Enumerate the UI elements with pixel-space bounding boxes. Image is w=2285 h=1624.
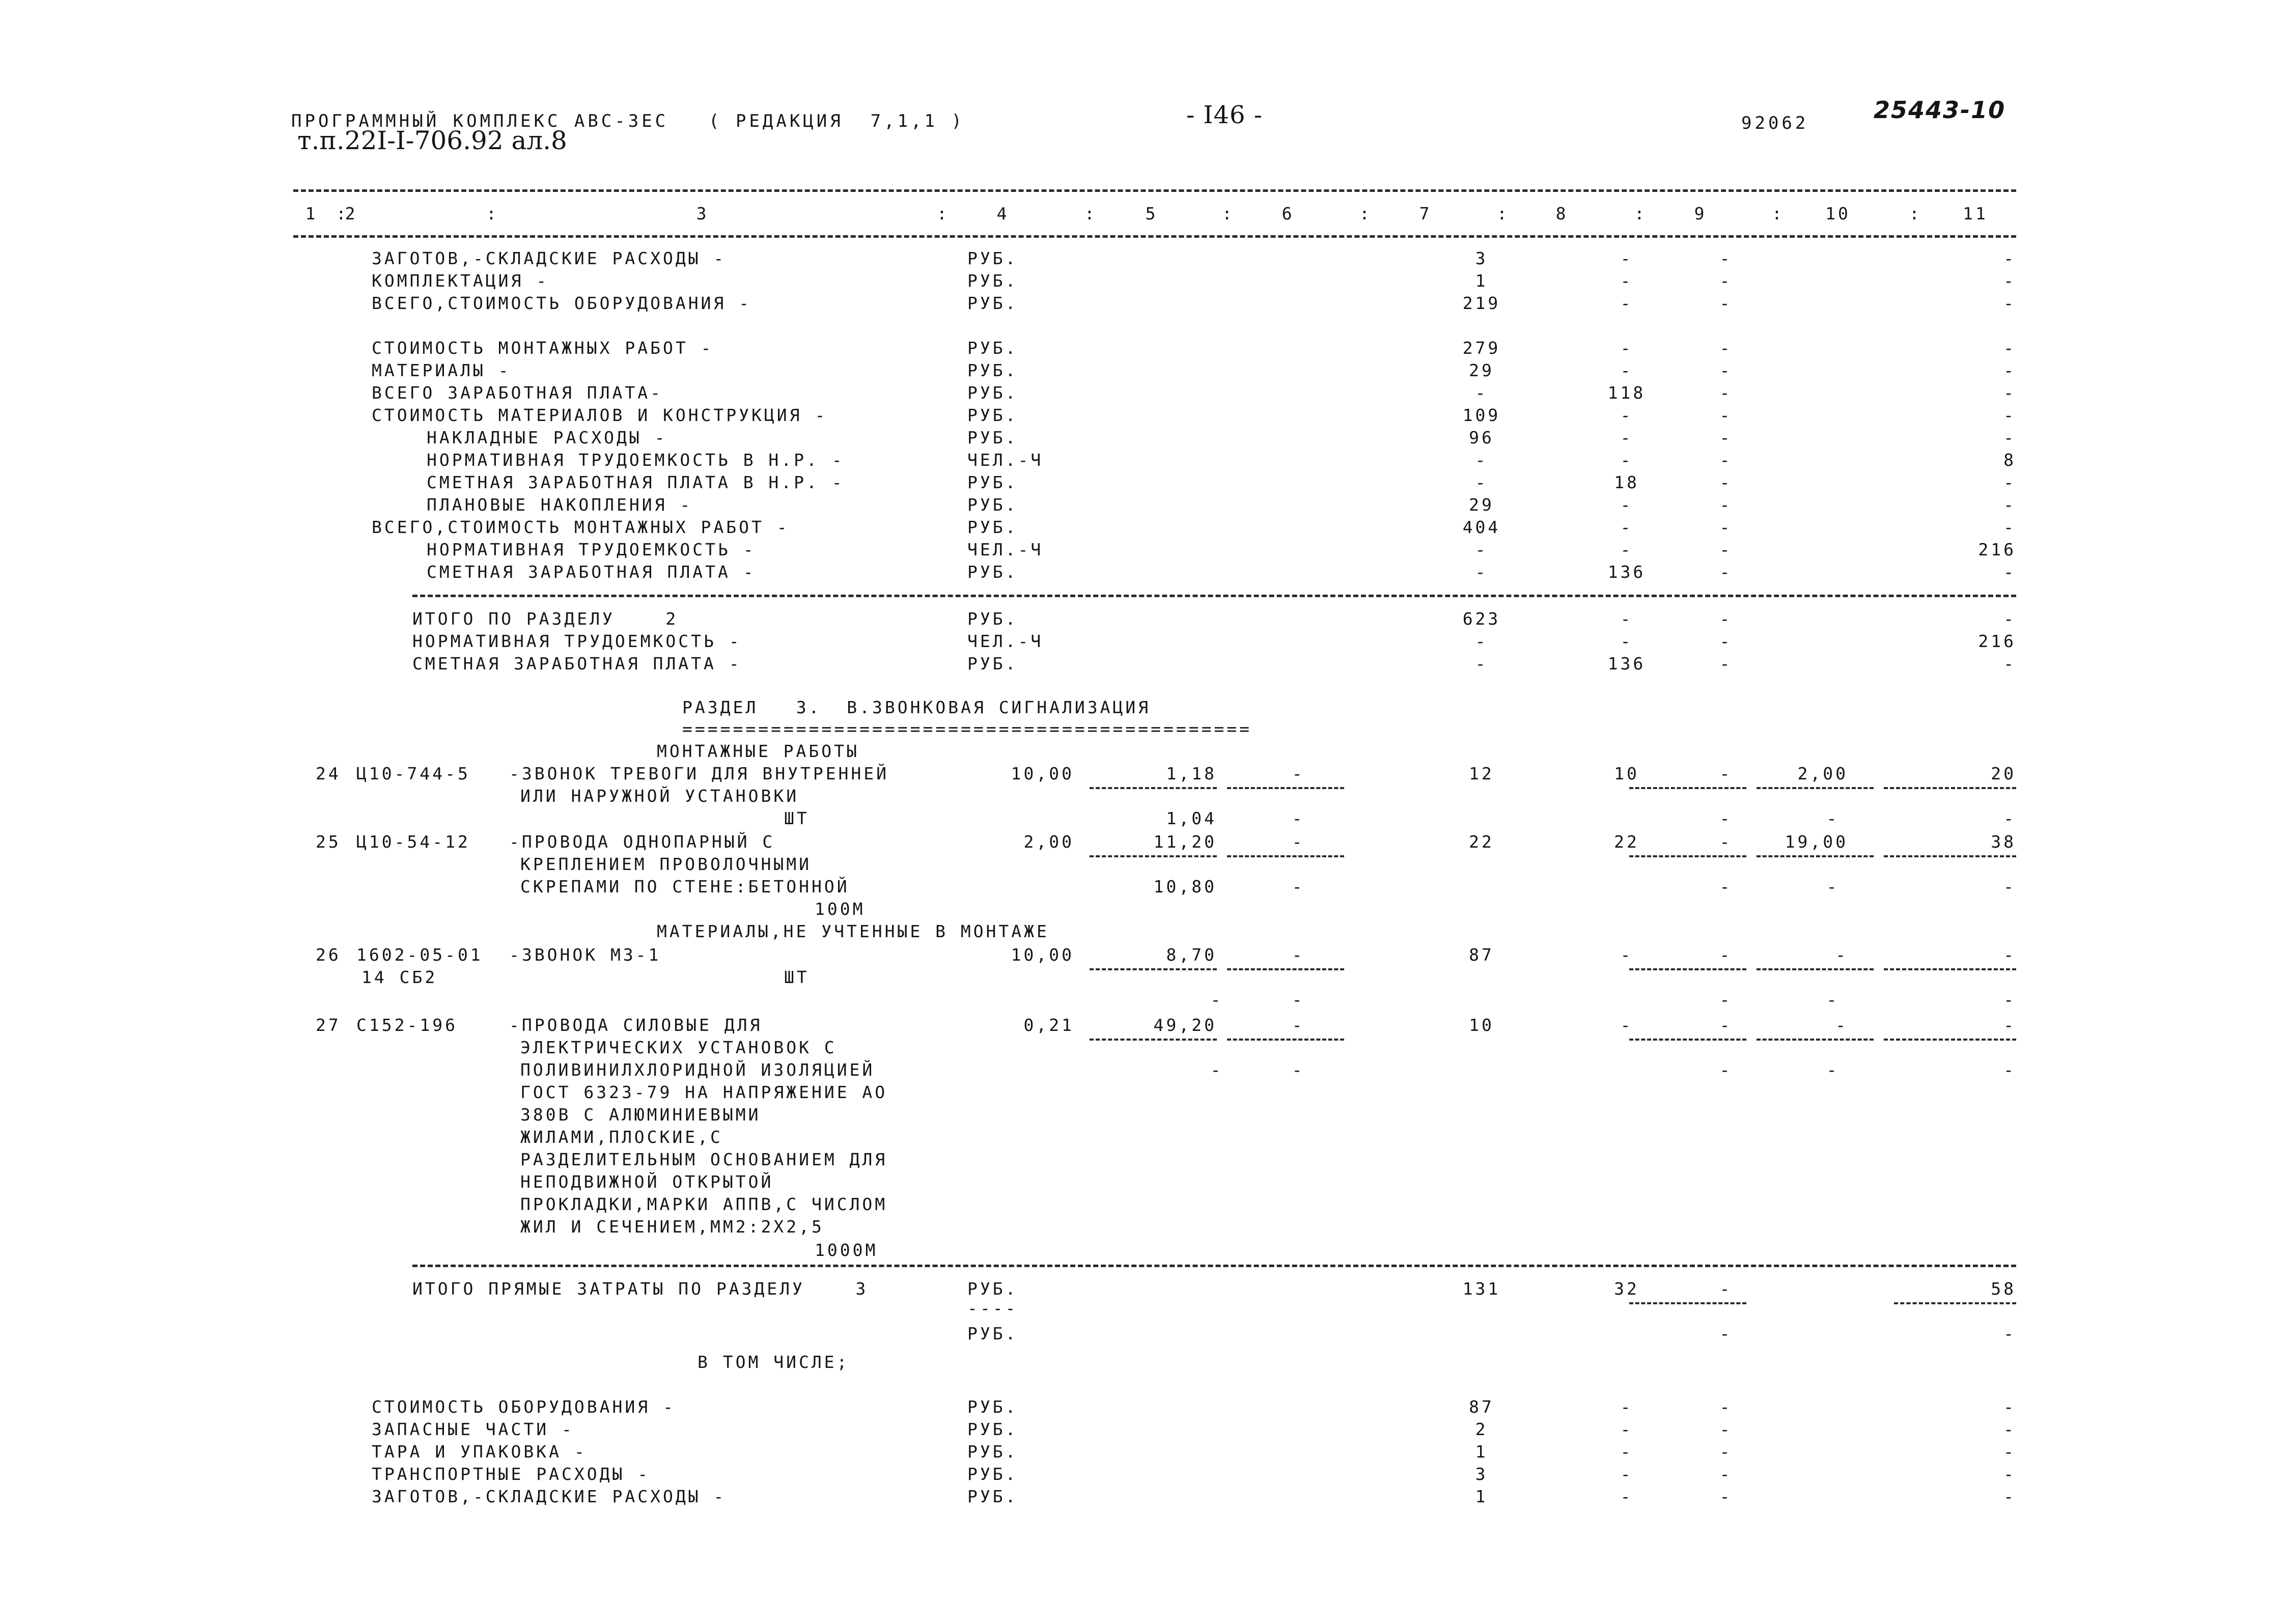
- item-description-line: КРЕПЛЕНИЕМ ПРОВОЛОЧНЫМИ: [520, 854, 812, 874]
- col11-value: -: [2003, 293, 2016, 313]
- labor-total: -: [2003, 945, 2016, 965]
- row-unit-2: РУБ.: [967, 1324, 1018, 1343]
- col8-value: -: [1620, 405, 1633, 425]
- col7-value: 29: [1469, 360, 1494, 380]
- item-description-line: -ЗВОНОК МЗ-1: [509, 945, 661, 965]
- col8-value: -: [1620, 517, 1633, 537]
- col9-value: -: [1719, 360, 1733, 380]
- item-code: С152-196: [356, 1015, 458, 1035]
- price-split-rule: [1090, 968, 1217, 970]
- item-description-line: ПРОКЛАДКИ,МАРКИ АППВ,С ЧИСЛОМ: [520, 1194, 888, 1214]
- col7-value: -: [1475, 631, 1488, 651]
- col7-value: 131: [1462, 1279, 1501, 1299]
- column-number-3: 3: [696, 204, 709, 223]
- col7-value: 3: [1475, 248, 1488, 268]
- col11-value: -: [2003, 338, 2016, 358]
- col9-value: -: [1719, 428, 1733, 447]
- item-unit: ШТ: [784, 808, 810, 828]
- labor-split-rule: [1757, 1039, 1874, 1041]
- unit-price-total: 49,20: [1153, 1015, 1217, 1035]
- row-unit: РУБ.: [967, 405, 1018, 425]
- row-label: СТОИМОСТЬ МОНТАЖНЫХ РАБОТ -: [372, 338, 714, 358]
- unit-price-wage-2: -: [1292, 1060, 1305, 1080]
- price-split-rule: [1227, 787, 1344, 789]
- col8-value: -: [1620, 609, 1633, 629]
- row-unit: ЧЕЛ.-Ч: [967, 540, 1044, 559]
- row-unit: РУБ.: [967, 248, 1018, 268]
- total-cost: 87: [1469, 945, 1494, 965]
- col8-value: 136: [1607, 654, 1646, 674]
- col11-value: 216: [1978, 540, 2016, 559]
- row-unit: РУБ.: [967, 1464, 1018, 1484]
- col7-value: 623: [1462, 609, 1501, 629]
- row-unit: РУБ.: [967, 338, 1018, 358]
- col9-value: -: [1719, 338, 1733, 358]
- col11-value: -: [2003, 1397, 2016, 1417]
- col9-value: -: [1719, 1015, 1733, 1035]
- price-split-rule: [1227, 968, 1344, 970]
- col8-value: -: [1620, 338, 1633, 358]
- row-unit: ЧЕЛ.-Ч: [967, 631, 1044, 651]
- col9-value: -: [1719, 271, 1733, 291]
- row-unit: РУБ.: [967, 1487, 1018, 1506]
- item-description-line: ГОСТ 6323-79 НА НАПРЯЖЕНИЕ АО: [520, 1082, 888, 1102]
- col11-value-2: -: [2003, 808, 2016, 828]
- col8-value: -: [1620, 360, 1633, 380]
- row-unit: РУБ.: [967, 428, 1018, 447]
- item-number: 25: [316, 832, 341, 852]
- col10-value-2: -: [1826, 808, 1840, 828]
- total-wage: -: [1620, 1015, 1633, 1035]
- col8-value: -: [1620, 540, 1633, 559]
- col7-value: -: [1475, 654, 1488, 674]
- item-unit: 100М: [815, 899, 866, 919]
- item-description-line: -ЗВОНОК ТРЕВОГИ ДЛЯ ВНУТРЕННЕЙ: [509, 764, 889, 783]
- item-description-line: ЖИЛ И СЕЧЕНИЕМ,ММ2:2Х2,5: [520, 1217, 824, 1237]
- column-number-1: 1: [305, 204, 318, 223]
- column-separator: :: [1772, 204, 1785, 223]
- row-label: ЗАПАСНЫЕ ЧАСТИ -: [372, 1419, 574, 1439]
- section-total-rule: [412, 595, 2016, 597]
- col9-value: -: [1719, 383, 1733, 403]
- column-separator: :: [1084, 204, 1097, 223]
- table-top-rule: [293, 189, 2016, 192]
- col9-value: -: [1719, 1397, 1733, 1417]
- price-split-rule: [1090, 855, 1217, 857]
- unit-price-wage: -: [1292, 1015, 1305, 1035]
- col8-value: -: [1620, 495, 1633, 515]
- unit-price-wage: -: [1292, 832, 1305, 852]
- unit-price-wage-2: -: [1292, 990, 1305, 1010]
- total-wage: 10: [1614, 764, 1639, 783]
- col11-value-2: -: [2003, 1324, 2016, 1343]
- col8-value: -: [1620, 293, 1633, 313]
- item-unit: 1000М: [815, 1240, 878, 1260]
- col11-value: -: [2003, 383, 2016, 403]
- col11-value-2: -: [2003, 990, 2016, 1010]
- col9-value-2: -: [1719, 877, 1733, 897]
- col11-value: 216: [1978, 631, 2016, 651]
- item-code-2: 14 СБ2: [361, 967, 438, 987]
- col11-value: -: [2003, 360, 2016, 380]
- col11-value: -: [2003, 405, 2016, 425]
- labor-split-rule: [1757, 855, 1874, 857]
- column-separator: :: [1634, 204, 1647, 223]
- column-number-10: 10: [1825, 204, 1851, 223]
- total-cost: 12: [1469, 764, 1494, 783]
- item-description-line: СКРЕПАМИ ПО СТЕНЕ:БЕТОННОЙ: [520, 877, 850, 897]
- item-description-line: -ПРОВОДА СИЛОВЫЕ ДЛЯ: [509, 1015, 763, 1035]
- row-unit: РУБ.: [967, 383, 1018, 403]
- col11-value: -: [2003, 1442, 2016, 1462]
- column-number-9: 9: [1694, 204, 1707, 223]
- total-wage: -: [1620, 945, 1633, 965]
- col9-value: -: [1719, 764, 1733, 783]
- col9-value: -: [1719, 945, 1733, 965]
- item-code: Ц10-744-5: [356, 764, 470, 783]
- col11-value: 58: [1991, 1279, 2016, 1299]
- col9-value: -: [1719, 405, 1733, 425]
- col9-value: -: [1719, 1279, 1733, 1299]
- col7-value: 279: [1462, 338, 1501, 358]
- labor-total: -: [2003, 1015, 2016, 1035]
- unit-dash: ----: [967, 1298, 1018, 1318]
- item-code: Ц10-54-12: [356, 832, 470, 852]
- item-description-line: НЕПОДВИЖНОЙ ОТКРЫТОЙ: [520, 1172, 774, 1192]
- col7-value: 404: [1462, 517, 1501, 537]
- unit-price-total: 1,18: [1166, 764, 1217, 783]
- labor-split-rule: [1629, 968, 1746, 970]
- unit-price-total: 8,70: [1166, 945, 1217, 965]
- row-unit: РУБ.: [967, 1279, 1018, 1299]
- col8-value: 136: [1607, 562, 1646, 582]
- col9-value: -: [1719, 1442, 1733, 1462]
- unit-price-wage: -: [1292, 945, 1305, 965]
- row-unit: РУБ.: [967, 271, 1018, 291]
- row-label: ТРАНСПОРТНЫЕ РАСХОДЫ -: [372, 1464, 651, 1484]
- column-number-8: 8: [1555, 204, 1569, 223]
- col10-value-2: -: [1826, 877, 1840, 897]
- item-number: 27: [316, 1015, 341, 1035]
- item-description-line: ЖИЛАМИ,ПЛОСКИЕ,С: [520, 1127, 723, 1147]
- row-label: НОРМАТИВНАЯ ТРУДОЕМКОСТЬ В Н.Р. -: [427, 450, 845, 470]
- col10-value-2: -: [1826, 1060, 1840, 1080]
- labor-norm: 19,00: [1785, 832, 1848, 852]
- item-description-line: -ПРОВОДА ОДНОПАРНЫЙ С: [509, 832, 775, 852]
- col7-value: -: [1475, 540, 1488, 559]
- col7-value: -: [1475, 562, 1488, 582]
- total-split-rule: [1894, 1302, 2016, 1304]
- column-separator: :: [937, 204, 950, 223]
- col11-value: -: [2003, 1487, 2016, 1506]
- item-quantity: 2,00: [1023, 832, 1074, 852]
- labor-split-rule: [1629, 1039, 1746, 1041]
- col8-value: -: [1620, 1419, 1633, 1439]
- price-split-rule: [1090, 1039, 1217, 1041]
- total-split-rule: [1629, 1302, 1746, 1304]
- total-cost: 22: [1469, 832, 1494, 852]
- labor-total: 20: [1991, 764, 2016, 783]
- row-label: ТАРА И УПАКОВКА -: [372, 1442, 587, 1462]
- labor-split-rule: [1629, 855, 1746, 857]
- labor-split-rule: [1884, 1039, 2016, 1041]
- item-description-line: ПОЛИВИНИЛХЛОРИДНОЙ ИЗОЛЯЦИЕЙ: [520, 1060, 875, 1080]
- col9-value: -: [1719, 832, 1733, 852]
- col9-value: -: [1719, 631, 1733, 651]
- code-label: 92062: [1741, 113, 1809, 133]
- row-unit: РУБ.: [967, 495, 1018, 515]
- col8-value: -: [1620, 1442, 1633, 1462]
- row-label: МАТЕРИАЛЫ -: [372, 360, 511, 380]
- page-number: - I46 -: [1186, 101, 1263, 129]
- col11-value: -: [2003, 1419, 2016, 1439]
- labor-split-rule: [1757, 787, 1874, 789]
- col7-value: 109: [1462, 405, 1501, 425]
- item-description-line: РАЗДЕЛИТЕЛЬНЫМ ОСНОВАНИЕМ ДЛЯ: [520, 1150, 888, 1169]
- row-unit: РУБ.: [967, 654, 1018, 674]
- program-title: ПРОГРАММНЫЙ КОМПЛЕКС АВС-ЗЕС: [291, 111, 669, 131]
- col11-value: 8: [2003, 450, 2016, 470]
- item-description-line: ЭЛЕКТРИЧЕСКИХ УСТАНОВОК С: [520, 1038, 837, 1057]
- row-unit: РУБ.: [967, 1419, 1018, 1439]
- col11-value: -: [2003, 472, 2016, 492]
- column-number-2: 2: [345, 204, 358, 223]
- col9-value: -: [1719, 540, 1733, 559]
- col11-value: -: [2003, 428, 2016, 447]
- item-unit: ШТ: [784, 967, 810, 987]
- labor-split-rule: [1884, 787, 2016, 789]
- column-separator: :: [336, 204, 349, 223]
- col8-value: 18: [1614, 472, 1639, 492]
- labor-norm: -: [1835, 1015, 1848, 1035]
- col9-value: -: [1719, 472, 1733, 492]
- row-label: СМЕТНАЯ ЗАРАБОТНАЯ ПЛАТА -: [412, 654, 742, 674]
- item-number: 24: [316, 764, 341, 783]
- col9-value: -: [1719, 562, 1733, 582]
- row-label: СМЕТНАЯ ЗАРАБОТНАЯ ПЛАТА -: [427, 562, 756, 582]
- column-separator: :: [486, 204, 499, 223]
- item-description-line: 380В С АЛЮМИНИЕВЫМИ: [520, 1105, 761, 1125]
- edition-label: ( РЕДАКЦИЯ 7,1,1 ): [709, 111, 965, 131]
- col8-value: -: [1620, 1397, 1633, 1417]
- col7-value: 2: [1475, 1419, 1488, 1439]
- col8-value: -: [1620, 248, 1633, 268]
- row-label: СТОИМОСТЬ МАТЕРИАЛОВ И КОНСТРУКЦИЯ -: [372, 405, 828, 425]
- row-label: ЗАГОТОВ,-СКЛАДСКИЕ РАСХОДЫ -: [372, 248, 727, 268]
- col9-value-2: -: [1719, 1060, 1733, 1080]
- item-quantity: 0,21: [1023, 1015, 1074, 1035]
- col8-value: 32: [1614, 1279, 1639, 1299]
- labor-split-rule: [1884, 968, 2016, 970]
- col8-value: -: [1620, 271, 1633, 291]
- labor-split-rule: [1629, 787, 1746, 789]
- col9-value: -: [1719, 609, 1733, 629]
- col7-value: 219: [1462, 293, 1501, 313]
- col8-value: -: [1620, 450, 1633, 470]
- unit-price-wage-2: -: [1292, 877, 1305, 897]
- col7-value: 29: [1469, 495, 1494, 515]
- col9-value: -: [1719, 654, 1733, 674]
- col7-value: 96: [1469, 428, 1494, 447]
- item-description-line: ИЛИ НАРУЖНОЙ УСТАНОВКИ: [520, 786, 799, 806]
- price-split-rule: [1227, 855, 1344, 857]
- row-unit: РУБ.: [967, 1442, 1018, 1462]
- item-quantity: 10,00: [1011, 945, 1074, 965]
- row-unit: РУБ.: [967, 1397, 1018, 1417]
- labor-norm: -: [1835, 945, 1848, 965]
- col9-value: -: [1719, 517, 1733, 537]
- col9-value-2: -: [1719, 808, 1733, 828]
- labor-split-rule: [1757, 968, 1874, 970]
- column-number-11: 11: [1963, 204, 1988, 223]
- total-cost: 10: [1469, 1015, 1494, 1035]
- col7-value: 1: [1475, 1487, 1488, 1506]
- col11-value: -: [2003, 248, 2016, 268]
- price-split-rule: [1090, 787, 1217, 789]
- item-number: 26: [316, 945, 341, 965]
- item-code: 1602-05-01: [356, 945, 483, 965]
- row-unit: РУБ.: [967, 360, 1018, 380]
- unit-price-material: -: [1210, 990, 1223, 1010]
- column-separator: :: [1222, 204, 1235, 223]
- column-separator: :: [1497, 204, 1510, 223]
- row-unit: ЧЕЛ.-Ч: [967, 450, 1044, 470]
- column-number-7: 7: [1419, 204, 1432, 223]
- col11-value: -: [2003, 654, 2016, 674]
- row-unit: РУБ.: [967, 293, 1018, 313]
- price-split-rule: [1227, 1039, 1344, 1041]
- col8-value: -: [1620, 631, 1633, 651]
- col7-value: -: [1475, 472, 1488, 492]
- unit-price-wage-2: -: [1292, 808, 1305, 828]
- column-number-4: 4: [996, 204, 1010, 223]
- col7-value: 1: [1475, 271, 1488, 291]
- section-title: РАЗДЕЛ 3. В.ЗВОНКОВАЯ СИГНАЛИЗАЦИЯ: [682, 697, 1151, 717]
- row-label: КОМПЛЕКТАЦИЯ -: [372, 271, 549, 291]
- col9-value: -: [1719, 450, 1733, 470]
- col8-value: 118: [1607, 383, 1646, 403]
- row-label: СТОИМОСТЬ ОБОРУДОВАНИЯ -: [372, 1397, 676, 1417]
- item-quantity: 10,00: [1011, 764, 1074, 783]
- section-title-underline: =============================================: [682, 719, 1252, 739]
- col10-value-2: -: [1826, 990, 1840, 1010]
- col8-value: -: [1620, 1464, 1633, 1484]
- col7-value: 1: [1475, 1442, 1488, 1462]
- section-total-label: ИТОГО ПРЯМЫЕ ЗАТРАТЫ ПО РАЗДЕЛУ 3: [412, 1279, 869, 1299]
- unit-price-material: 10,80: [1153, 877, 1217, 897]
- project-label: т.п.22I-I-706.92 ал.8: [297, 126, 567, 155]
- subtitle-materials: МАТЕРИАЛЫ,НЕ УЧТЕННЫЕ В МОНТАЖЕ: [657, 921, 1049, 941]
- labor-total: 38: [1991, 832, 2016, 852]
- col9-value: -: [1719, 1464, 1733, 1484]
- col11-value: -: [2003, 495, 2016, 515]
- col9-value: -: [1719, 248, 1733, 268]
- row-label: НОРМАТИВНАЯ ТРУДОЕМКОСТЬ -: [427, 540, 756, 559]
- including-label: В ТОМ ЧИСЛЕ;: [698, 1352, 850, 1372]
- column-separator: :: [1909, 204, 1922, 223]
- col11-value: -: [2003, 609, 2016, 629]
- col8-value: -: [1620, 428, 1633, 447]
- col9-value-2: -: [1719, 990, 1733, 1010]
- row-unit: РУБ.: [967, 472, 1018, 492]
- col11-value: -: [2003, 1464, 2016, 1484]
- row-label: ЗАГОТОВ,-СКЛАДСКИЕ РАСХОДЫ -: [372, 1487, 727, 1506]
- col11-value-2: -: [2003, 877, 2016, 897]
- col7-value: 3: [1475, 1464, 1488, 1484]
- labor-norm: 2,00: [1797, 764, 1848, 783]
- row-unit: РУБ.: [967, 517, 1018, 537]
- unit-price-wage: -: [1292, 764, 1305, 783]
- unit-price-total: 11,20: [1153, 832, 1217, 852]
- col9-value: -: [1719, 495, 1733, 515]
- col7-value: -: [1475, 450, 1488, 470]
- unit-price-material: 1,04: [1166, 808, 1217, 828]
- row-label: НОРМАТИВНАЯ ТРУДОЕМКОСТЬ -: [412, 631, 742, 651]
- col11-value-2: -: [2003, 1060, 2016, 1080]
- col8-value: -: [1620, 1487, 1633, 1506]
- column-number-6: 6: [1281, 204, 1295, 223]
- col7-value: -: [1475, 383, 1488, 403]
- row-unit: РУБ.: [967, 562, 1018, 582]
- row-label: НАКЛАДНЫЕ РАСХОДЫ -: [427, 428, 667, 447]
- col9-value: -: [1719, 1487, 1733, 1506]
- row-label: ИТОГО ПО РАЗДЕЛУ 2: [412, 609, 679, 629]
- col9-value: -: [1719, 1419, 1733, 1439]
- col11-value: -: [2003, 517, 2016, 537]
- labor-split-rule: [1884, 855, 2016, 857]
- column-separator: :: [1359, 204, 1372, 223]
- column-number-5: 5: [1145, 204, 1158, 223]
- col11-value: -: [2003, 562, 2016, 582]
- col11-value: -: [2003, 271, 2016, 291]
- row-label: СМЕТНАЯ ЗАРАБОТНАЯ ПЛАТА В Н.Р. -: [427, 472, 845, 492]
- row-label: ПЛАНОВЫЕ НАКОПЛЕНИЯ -: [427, 495, 693, 515]
- row-unit: РУБ.: [967, 609, 1018, 629]
- col7-value: 87: [1469, 1397, 1494, 1417]
- col9-value: -: [1719, 293, 1733, 313]
- col9-value-2: -: [1719, 1324, 1733, 1343]
- subtitle-works: МОНТАЖНЫЕ РАБОТЫ: [657, 741, 859, 761]
- column-header-rule: [293, 235, 2016, 238]
- section-total-rule: [412, 1265, 2016, 1267]
- total-wage: 22: [1614, 832, 1639, 852]
- doc-number: 25443-10: [1874, 96, 2006, 124]
- row-label: ВСЕГО,СТОИМОСТЬ ОБОРУДОВАНИЯ -: [372, 293, 752, 313]
- unit-price-material: -: [1210, 1060, 1223, 1080]
- row-label: ВСЕГО ЗАРАБОТНАЯ ПЛАТА-: [372, 383, 663, 403]
- row-label: ВСЕГО,СТОИМОСТЬ МОНТАЖНЫХ РАБОТ -: [372, 517, 790, 537]
